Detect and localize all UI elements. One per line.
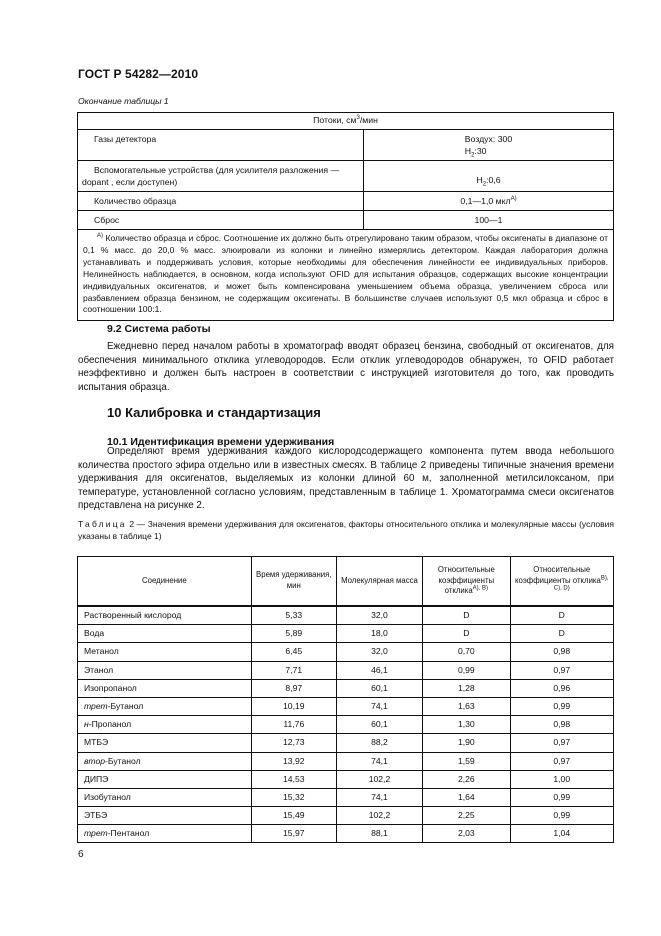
response-factor-1: D [423, 625, 510, 643]
section-10-heading: 10 Калибровка и стандартизация [107, 405, 321, 420]
compound-name: Вода [78, 625, 252, 643]
table1-row: Сброс 100—1 [78, 211, 614, 230]
molecular-mass: 74,1 [336, 752, 422, 770]
document-header: ГОСТ Р 54282—2010 [78, 67, 199, 81]
response-factor-1: 1,28 [423, 679, 510, 697]
table1-row: Количество образца 0,1—1,0 мкл$^{А)}$ [78, 192, 614, 211]
molecular-mass: 88,2 [336, 734, 422, 752]
col-header-molecular-mass: Молекулярная масса [336, 557, 422, 607]
compound-name: ЭТБЭ [78, 807, 252, 825]
retention-time: 15,32 [251, 788, 336, 806]
response-factor-1: 2,26 [423, 770, 510, 788]
response-factor-1: 0,99 [423, 661, 510, 679]
molecular-mass: 74,1 [336, 788, 422, 806]
molecular-mass: 102,2 [336, 807, 422, 825]
response-factor-2: 0,96 [510, 679, 613, 697]
col-header-response-factor-1: Относительные коэффициенты отклика$^{А), В)}$ [423, 557, 510, 607]
response-factor-2: 0,97 [510, 734, 613, 752]
compound-name: Изопропанол [78, 679, 252, 697]
response-factor-1: 2,25 [423, 807, 510, 825]
response-factor-2: 1,00 [510, 770, 613, 788]
table2-retention-times [77, 556, 614, 843]
compound-name: н-Пропанол [78, 716, 252, 734]
response-factor-2: D [510, 625, 613, 643]
retention-time: 12,73 [251, 734, 336, 752]
table1-section-header: Потоки, $см^3$/мин [78, 113, 614, 130]
molecular-mass: 32,0 [336, 643, 422, 661]
table-row [78, 625, 614, 643]
section-9-2-heading: 9.2 Система работы [107, 323, 211, 335]
molecular-mass: 88,1 [336, 825, 422, 843]
table-row [78, 825, 614, 843]
response-factor-1: D [423, 606, 510, 625]
retention-time: 6,45 [251, 643, 336, 661]
molecular-mass: 60,1 [336, 679, 422, 697]
table1-footnote: $^{А)}$ Количество образца и сброс. Соотношение их должно быть отрегулировано таким образом, чтобы оксигенаты в диапазоне от 0,1 % масс. до 20,0 % масс. элюировали из колонки и линейно измерялись детектором. Каждая лаборатория должна устанавливать и поддерживать условия, которые необходимы для обеспечения линейности ее индивидуальных приборов. Нелинейность наблюдается, в основном, когда используют OFID для испытания образцов, содержащих высокие концентрации индивидуальных оксигенатов, и может быть компенсирована уменьшением объема образца, увеличением сброса или разбавлением образца бензином, не содержащим оксигенаты. В большинстве случаев используют 0,5 мкл образца и сброс в соотношении 100:1. [78, 230, 614, 321]
compound-name: втор-Бутанол [78, 752, 252, 770]
compound-name: Растворенный кислород [78, 606, 252, 625]
response-factor-2: 0,98 [510, 716, 613, 734]
col-header-compound: Соединение [78, 557, 252, 607]
response-factor-1: 1,59 [423, 752, 510, 770]
retention-time: 10,19 [251, 697, 336, 715]
table-row [78, 734, 614, 752]
response-factor-2: 0,97 [510, 752, 613, 770]
molecular-mass: 32,0 [336, 606, 422, 625]
page-number: 6 [78, 849, 84, 860]
response-factor-1: 1,64 [423, 788, 510, 806]
col-header-retention-time: Время удерживания, мин [251, 557, 336, 607]
table1-row: Вспомогательные устройства (для усилителя разложения — dopant , если доступен) $H_2:0,6$ [78, 161, 614, 192]
compound-name: трет-Бутанол [78, 697, 252, 715]
table1-continuation-caption: Окончание таблицы 1 [78, 96, 169, 106]
compound-name: Метанол [78, 643, 252, 661]
compound-name: трет-Пентанол [78, 825, 252, 843]
molecular-mass: 18,0 [336, 625, 422, 643]
retention-time: 15,97 [251, 825, 336, 843]
section-10-1-heading: 10.1 Идентификация времени удерживания [107, 436, 335, 448]
table2-header-row [78, 557, 614, 607]
table-row [78, 697, 614, 715]
retention-time: 11,76 [251, 716, 336, 734]
table-row [78, 788, 614, 806]
retention-time: 7,71 [251, 661, 336, 679]
table-row [78, 807, 614, 825]
section-9-2-paragraph: Ежедневно перед началом работы в хроматограф вводят образец бензина, свободный от оксигенатов, для обеспечения минимального отклика углеводородов. Если отклик углеводородов обнаружен, то OFID работает неэффективно и должен быть настроен в соответствии с инструкцией изготовителя до того, как проводить испытания образца. [78, 341, 614, 393]
response-factor-2: 0,99 [510, 788, 613, 806]
section-10-1-paragraph: Определяют время удерживания каждого кислородсодержащего компонента путем ввода небольшого количества простого эфира отдельно или в известных смесях. В таблице 2 приведены типичные значения времени удерживания для оксигенатов, выделяемых из колонки длиной 60 м, заполненной метилсилоксаном, при температуре, установленной согласно условиям, представленным в таблице 1. Хроматограмма смеси оксигенатов представлена на рисунке 2. [78, 446, 614, 512]
retention-time: 14,53 [251, 770, 336, 788]
molecular-mass: 102,2 [336, 770, 422, 788]
table-row [78, 606, 614, 625]
response-factor-1: 2,03 [423, 825, 510, 843]
table-row [78, 643, 614, 661]
compound-name: МТБЭ [78, 734, 252, 752]
col-header-response-factor-2: Относительные коэффициенты отклика$^{В), С), D)}$ [510, 557, 613, 607]
molecular-mass: 46,1 [336, 661, 422, 679]
response-factor-2: 0,97 [510, 661, 613, 679]
response-factor-1: 0,70 [423, 643, 510, 661]
response-factor-2: D [510, 606, 613, 625]
compound-name: Изобутанол [78, 788, 252, 806]
retention-time: 15,49 [251, 807, 336, 825]
response-factor-2: 1,04 [510, 825, 613, 843]
table-row [78, 679, 614, 697]
response-factor-2: 0,99 [510, 697, 613, 715]
table1-row: Газы детектора Воздух: 300 $H_2:30$ [78, 130, 614, 161]
table-row [78, 752, 614, 770]
retention-time: 13,92 [251, 752, 336, 770]
response-factor-2: 0,99 [510, 807, 613, 825]
table-row [78, 770, 614, 788]
response-factor-1: 1,63 [423, 697, 510, 715]
table-row [78, 661, 614, 679]
retention-time: 5,33 [251, 606, 336, 625]
response-factor-2: 0,98 [510, 643, 613, 661]
table1-flows [77, 112, 614, 321]
compound-name: ДИПЭ [78, 770, 252, 788]
retention-time: 5,89 [251, 625, 336, 643]
retention-time: 8,97 [251, 679, 336, 697]
table2-caption: Таблица 2 — Значения времени удерживания для оксигенатов, факторы относительного отклика и молекулярные массы (условия указаны в таблице 1) [78, 519, 614, 541]
molecular-mass: 74,1 [336, 697, 422, 715]
response-factor-1: 1,90 [423, 734, 510, 752]
response-factor-1: 1,30 [423, 716, 510, 734]
molecular-mass: 60,1 [336, 716, 422, 734]
compound-name: Этанол [78, 661, 252, 679]
table-row [78, 716, 614, 734]
